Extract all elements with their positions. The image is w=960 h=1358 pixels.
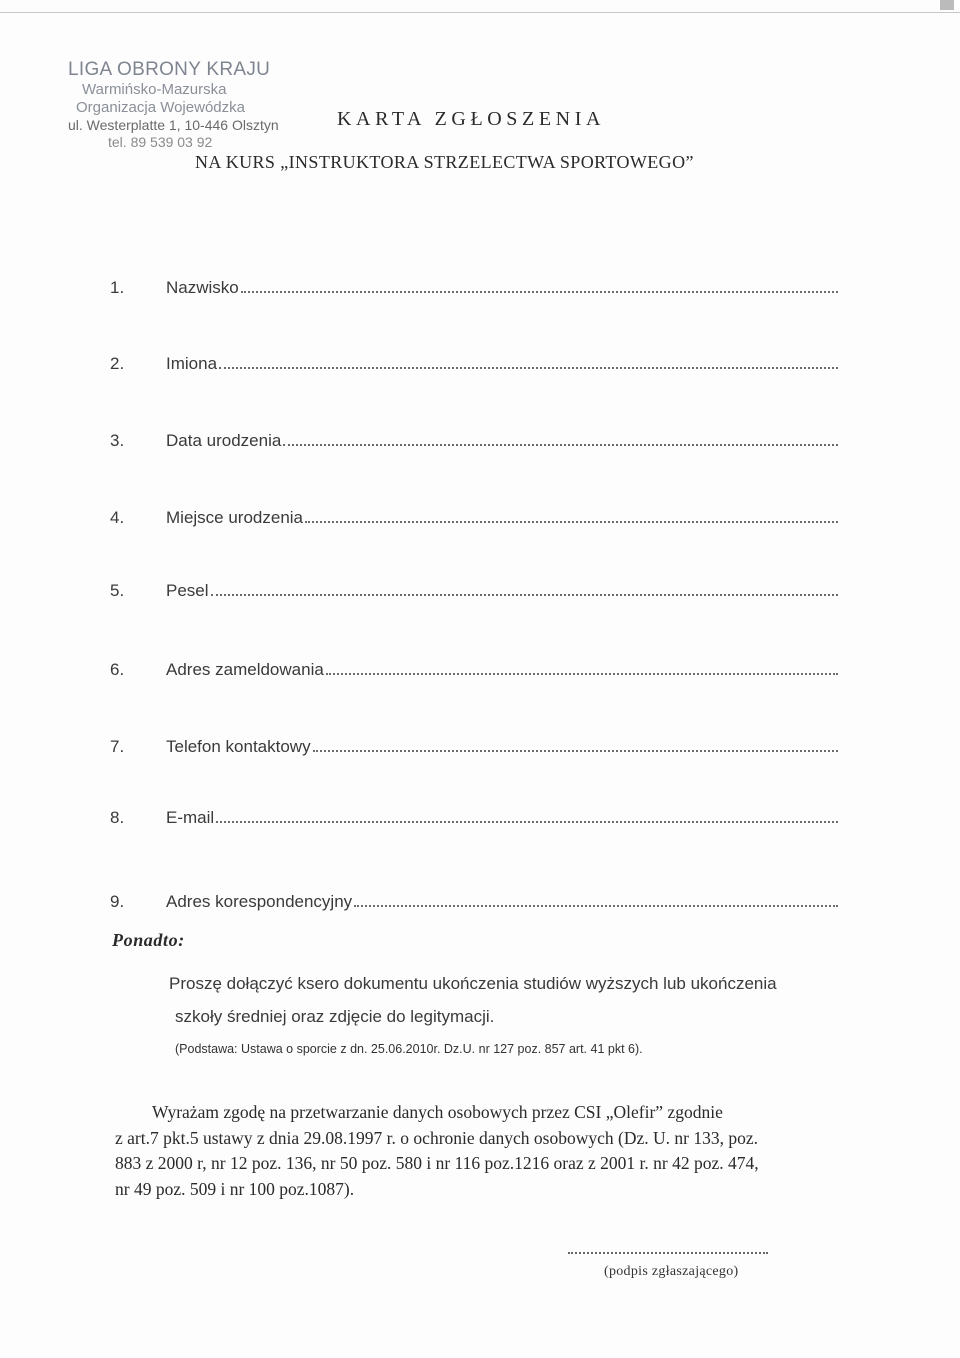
- field-number: 8.: [110, 808, 125, 827]
- field-phone: [110, 733, 838, 757]
- field-label: Data urodzenia: [166, 431, 282, 450]
- stamp-address: ul. Westerplatte 1, 10-446 Olsztyn: [68, 117, 279, 133]
- field-label: Telefon kontaktowy: [166, 737, 311, 756]
- field-label: Imiona: [166, 354, 218, 373]
- field-registered-address: [110, 656, 838, 680]
- field-label: Miejsce urodzenia: [166, 508, 304, 527]
- stamp-phone: tel. 89 539 03 92: [108, 134, 213, 150]
- fill-line[interactable]: [305, 521, 838, 523]
- fill-line[interactable]: [219, 367, 838, 369]
- legal-basis-note: (Podstawa: Ustawa o sporcie z dn. 25.06.2010r. Dz.U. nr 127 poz. 857 art. 41 pkt 6).: [175, 1042, 643, 1056]
- document-subtitle: NA KURS „INSTRUKTORA STRZELECTWA SPORTOWEGO”: [195, 152, 694, 172]
- additional-heading: Ponadto:: [112, 930, 185, 950]
- field-label: Adres zameldowania: [166, 660, 324, 679]
- field-label: Adres korespondencyjny: [166, 892, 353, 911]
- consent-line: 883 z 2000 r, nr 12 poz. 136, nr 50 poz. 580 i nr 116 poz.1216 oraz z 2001 r. nr 42 poz. 474,: [115, 1153, 759, 1173]
- scan-edge-line: [0, 12, 960, 13]
- stamp-region: Warmińsko-Mazurska: [82, 81, 227, 98]
- field-label: Nazwisko: [166, 278, 239, 297]
- field-label: E-mail: [166, 808, 215, 827]
- fill-line[interactable]: [354, 905, 838, 907]
- data-processing-consent: [115, 1100, 835, 1202]
- scan-corner-mark: [940, 0, 954, 10]
- consent-line: nr 49 poz. 509 i nr 100 poz.1087).: [115, 1178, 355, 1199]
- organization-stamp: [68, 60, 279, 149]
- field-number: 6.: [110, 660, 125, 679]
- field-number: 9.: [110, 892, 125, 911]
- field-label: Pesel: [166, 581, 209, 600]
- field-birth-date: [110, 427, 838, 451]
- signature-line[interactable]: [568, 1252, 768, 1254]
- stamp-org: LIGA OBRONY KRAJU: [68, 59, 271, 80]
- field-number: 7.: [110, 737, 125, 756]
- field-surname: [110, 274, 838, 298]
- fill-line[interactable]: [241, 291, 838, 293]
- fill-line[interactable]: [216, 821, 838, 823]
- stamp-unit: Organizacja Wojewódzka: [76, 99, 245, 116]
- consent-line: z art.7 pkt.5 ustawy z dnia 29.08.1997 r. o ochronie danych osobowych (Dz. U. nr 133, poz.: [115, 1127, 758, 1148]
- signature-label: (podpis zgłaszającego): [604, 1264, 739, 1279]
- field-number: 3.: [110, 431, 125, 450]
- fill-line[interactable]: [211, 594, 838, 596]
- fill-line[interactable]: [283, 444, 838, 446]
- field-pesel: [110, 577, 838, 601]
- document-title: KARTA ZGŁOSZENIA: [337, 108, 606, 130]
- field-birth-place: [110, 504, 838, 528]
- field-first-names: [110, 350, 838, 374]
- field-correspondence-address: [110, 888, 838, 912]
- field-number: 2.: [110, 354, 125, 373]
- fill-line[interactable]: [326, 673, 838, 675]
- consent-line: Wyrażam zgodę na przetwarzanie danych osobowych przez CSI „Olefir” zgodnie: [152, 1102, 723, 1122]
- field-number: 1.: [110, 278, 125, 297]
- field-number: 4.: [110, 508, 125, 527]
- field-number: 5.: [110, 581, 125, 600]
- fill-line[interactable]: [313, 750, 838, 752]
- additional-text-line: Proszę dołączyć ksero dokumentu ukończenia studiów wyższych lub ukończenia: [169, 974, 777, 993]
- field-email: [110, 804, 838, 828]
- additional-text-line: szkoły średniej oraz zdjęcie do legitymacji.: [175, 1007, 495, 1026]
